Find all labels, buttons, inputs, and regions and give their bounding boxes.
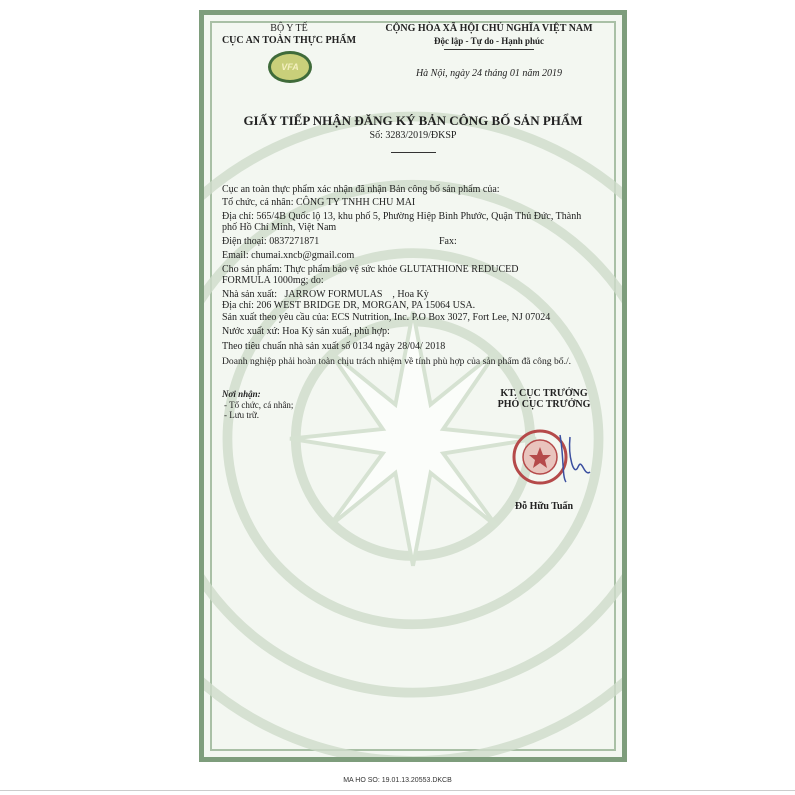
body-line: Cho sản phẩm: Thực phẩm bảo vệ sức khỏe GLUTATHIONE REDUCED: [222, 264, 519, 275]
body-line: Theo tiêu chuẩn nhà sản xuất số 0134 ngày 28/04/ 2018: [222, 341, 446, 352]
issue-date: Hà Nội, ngày 24 tháng 01 năm 2019: [415, 68, 563, 79]
certificate-frame: [199, 10, 627, 762]
recipient-item: - Tổ chức, cá nhân;: [224, 400, 294, 410]
body-line: Địa chỉ: 565/4B Quốc lộ 13, khu phố 5, Phường Hiệp Bình Phước, Quận Thủ Đức, Thành: [222, 211, 582, 222]
country-name: CỘNG HÒA XÃ HỘI CHỦ NGHĨA VIỆT NAM: [385, 23, 593, 34]
body-line: Email: chumai.xncb@gmail.com: [222, 250, 355, 261]
recipient-item: - Lưu trữ.: [224, 410, 259, 420]
body-line: FORMULA 1000mg; do:: [222, 275, 324, 286]
document-title: GIẤY TIẾP NHẬN ĐĂNG KÝ BẢN CÔNG BỐ SẢN PHẨM: [243, 113, 583, 128]
body-line: Cục an toàn thực phẩm xác nhận đã nhận Bản công bố sản phẩm của:: [222, 184, 500, 195]
motto-underline: [444, 49, 534, 50]
document-number: Số: 3283/2019/ĐKSP: [369, 130, 457, 141]
ministry-name: BỘ Y TẾ: [270, 23, 308, 34]
body-line: Điện thoại: 0837271871: [222, 236, 320, 247]
title-underline: [391, 152, 436, 153]
body-line: phố Hồ Chí Minh, Việt Nam: [222, 222, 337, 233]
recipients-label: Nơi nhận:: [222, 389, 261, 399]
body-line: Nhà sản xuất: JARROW FORMULAS , Hoa Kỳ: [222, 289, 429, 300]
body-line: Nước xuất xứ: Hoa Kỳ sản xuất, phù hợp:: [222, 326, 390, 337]
body-line: Sản xuất theo yêu cầu của: ECS Nutrition, Inc. P.O Box 3027, Fort Lee, NJ 07024: [222, 312, 551, 323]
vfa-logo: VFA: [268, 51, 312, 83]
fax-label: Fax:: [439, 236, 457, 247]
official-stamp-and-signature: [512, 427, 602, 487]
page-divider: [0, 790, 795, 791]
dossier-code: MA HO SO: 19.01.13.20553.DKCB: [343, 777, 452, 784]
signer-position: PHÓ CỤC TRƯỞNG: [497, 399, 591, 410]
body-line: Tổ chức, cá nhân: CÔNG TY TNHH CHU MAI: [222, 197, 416, 208]
body-line: Doanh nghiệp phải hoàn toàn chịu trách nhiệm về tính phù hợp của sản phẩm đã công bố./.: [222, 356, 572, 367]
agency-name: CỤC AN TOÀN THỰC PHẨM: [221, 35, 357, 46]
signer-title: KT. CỤC TRƯỞNG: [500, 388, 588, 399]
signer-name: Đỗ Hữu Tuấn: [514, 501, 574, 512]
motto: Độc lập - Tự do - Hạnh phúc: [433, 36, 544, 46]
body-line: Địa chỉ: 206 WEST BRIDGE DR, MORGAN, PA 15064 USA.: [222, 300, 476, 311]
